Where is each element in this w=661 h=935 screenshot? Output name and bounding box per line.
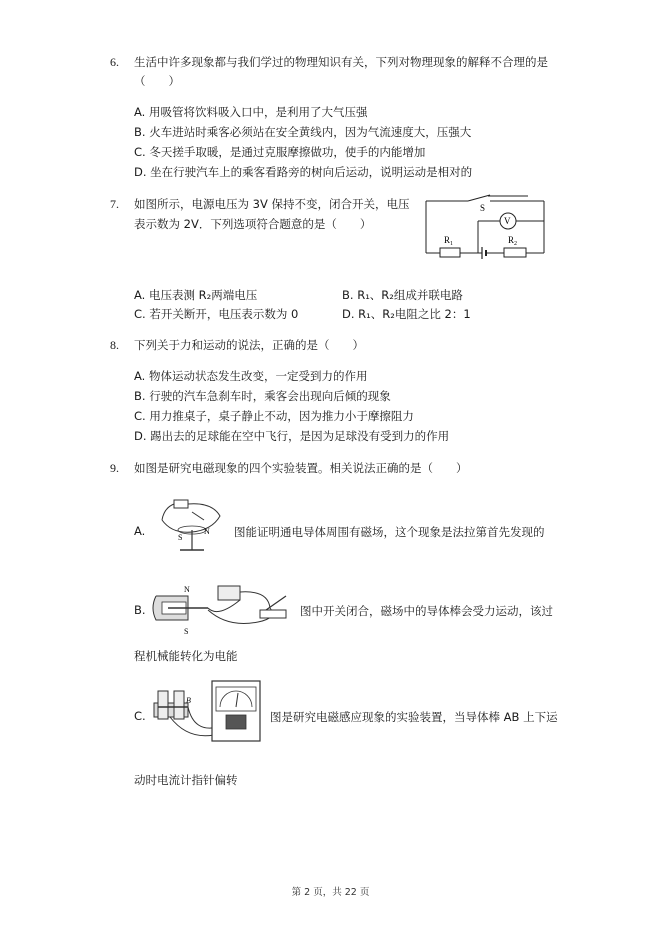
r2-label: $R_2$	[508, 235, 518, 247]
q8-stem: 下列关于力和运动的说法，正确的是（ ）	[134, 338, 364, 352]
q7-number: 7.	[110, 197, 119, 211]
q7-circuit-diagram	[418, 193, 550, 265]
q9-c-text-line1: 图是研究电磁感应现象的实验装置，当导体棒 AB 上下运	[270, 710, 558, 724]
q8-option-c: C. 用力推桌子，桌子静止不动，因为推力小于摩擦阻力	[134, 409, 414, 423]
resistor-r1-icon	[440, 248, 460, 257]
q9-figure-a-oersted	[152, 490, 228, 558]
fig-b-n-label: N	[184, 585, 190, 594]
q9-a-label: A.	[134, 524, 146, 538]
fig-a-s-label: S	[178, 533, 183, 542]
q9-a-text: 图能证明通电导体周围有磁场，这个现象是法拉第首先发现的	[234, 525, 545, 539]
q6-number: 6.	[110, 55, 119, 69]
q9-b-label: B.	[134, 603, 146, 617]
power-supply-icon	[218, 586, 240, 600]
q8-option-d: D. 踢出去的足球能在空中飞行，是因为足球没有受到力的作用	[134, 429, 450, 443]
q7-stem-line1: 如图所示，电源电压为 3V 保持不变，闭合开关，电压	[134, 197, 410, 211]
q6-option-b: B. 火车进站时乘客必须站在安全黄线内，因为气流速度大，压强大	[134, 125, 472, 139]
q6-blank: （ ）	[134, 74, 180, 88]
resistor-r2-icon	[504, 248, 526, 257]
q9-stem: 如图是研究电磁现象的四个实验装置。相关说法正确的是（ ）	[134, 461, 468, 475]
fig-a-n-label: N	[204, 527, 210, 536]
q7-option-a: A. 电压表测 R₂两端电压	[134, 288, 258, 302]
switch-icon	[260, 610, 286, 618]
q6-stem: 生活中许多现象都与我们学过的物理知识有关，下列对物理现象的解释不合理的是	[134, 55, 548, 69]
fig-c-b-label: B	[186, 696, 191, 705]
q8-option-a: A. 物体运动状态发生改变，一定受到力的作用	[134, 369, 368, 383]
q8-option-b: B. 行驶的汽车急刹车时，乘客会出现向后倾的现象	[134, 389, 391, 403]
q7-option-b: B. R₁、R₂组成并联电路	[342, 288, 463, 302]
q7-stem-line2: 表示数为 2V．下列选项符合题意的是（ ）	[134, 217, 372, 231]
q9-c-label: C.	[134, 709, 146, 723]
q6-option-c: C. 冬天搓手取暖，是通过克服摩擦做功，使手的内能增加	[134, 145, 426, 159]
q9-b-text-line1: 图中开关闭合，磁场中的导体棒会受力运动，该过	[300, 604, 553, 618]
q7-option-d: D. R₁、R₂电阻之比 2：1	[342, 307, 471, 321]
r1-label: $R_1$	[444, 235, 454, 247]
q9-number: 9.	[110, 461, 119, 475]
voltmeter-label: V	[504, 216, 511, 226]
q6-option-a: A. 用吸管将饮料吸入口中，是利用了大气压强	[134, 105, 368, 119]
battery-icon	[174, 500, 188, 508]
q7-option-c: C. 若开关断开，电压表示数为 0	[134, 307, 299, 321]
q6-option-d: D. 坐在行驶汽车上的乘客看路旁的树向后运动，说明运动是相对的	[134, 165, 473, 179]
q9-figure-b-motor	[148, 578, 296, 636]
page-footer: 第 2 页，共 22 页	[291, 887, 370, 898]
switch-label: S	[480, 203, 486, 213]
q9-c-text-line2: 动时电流计指针偏转	[134, 773, 238, 787]
q9-figure-c-induction	[150, 677, 264, 749]
q8-number: 8.	[110, 338, 119, 352]
q9-b-text-line2: 程机械能转化为电能	[134, 649, 238, 663]
fig-b-s-label: S	[184, 627, 189, 636]
